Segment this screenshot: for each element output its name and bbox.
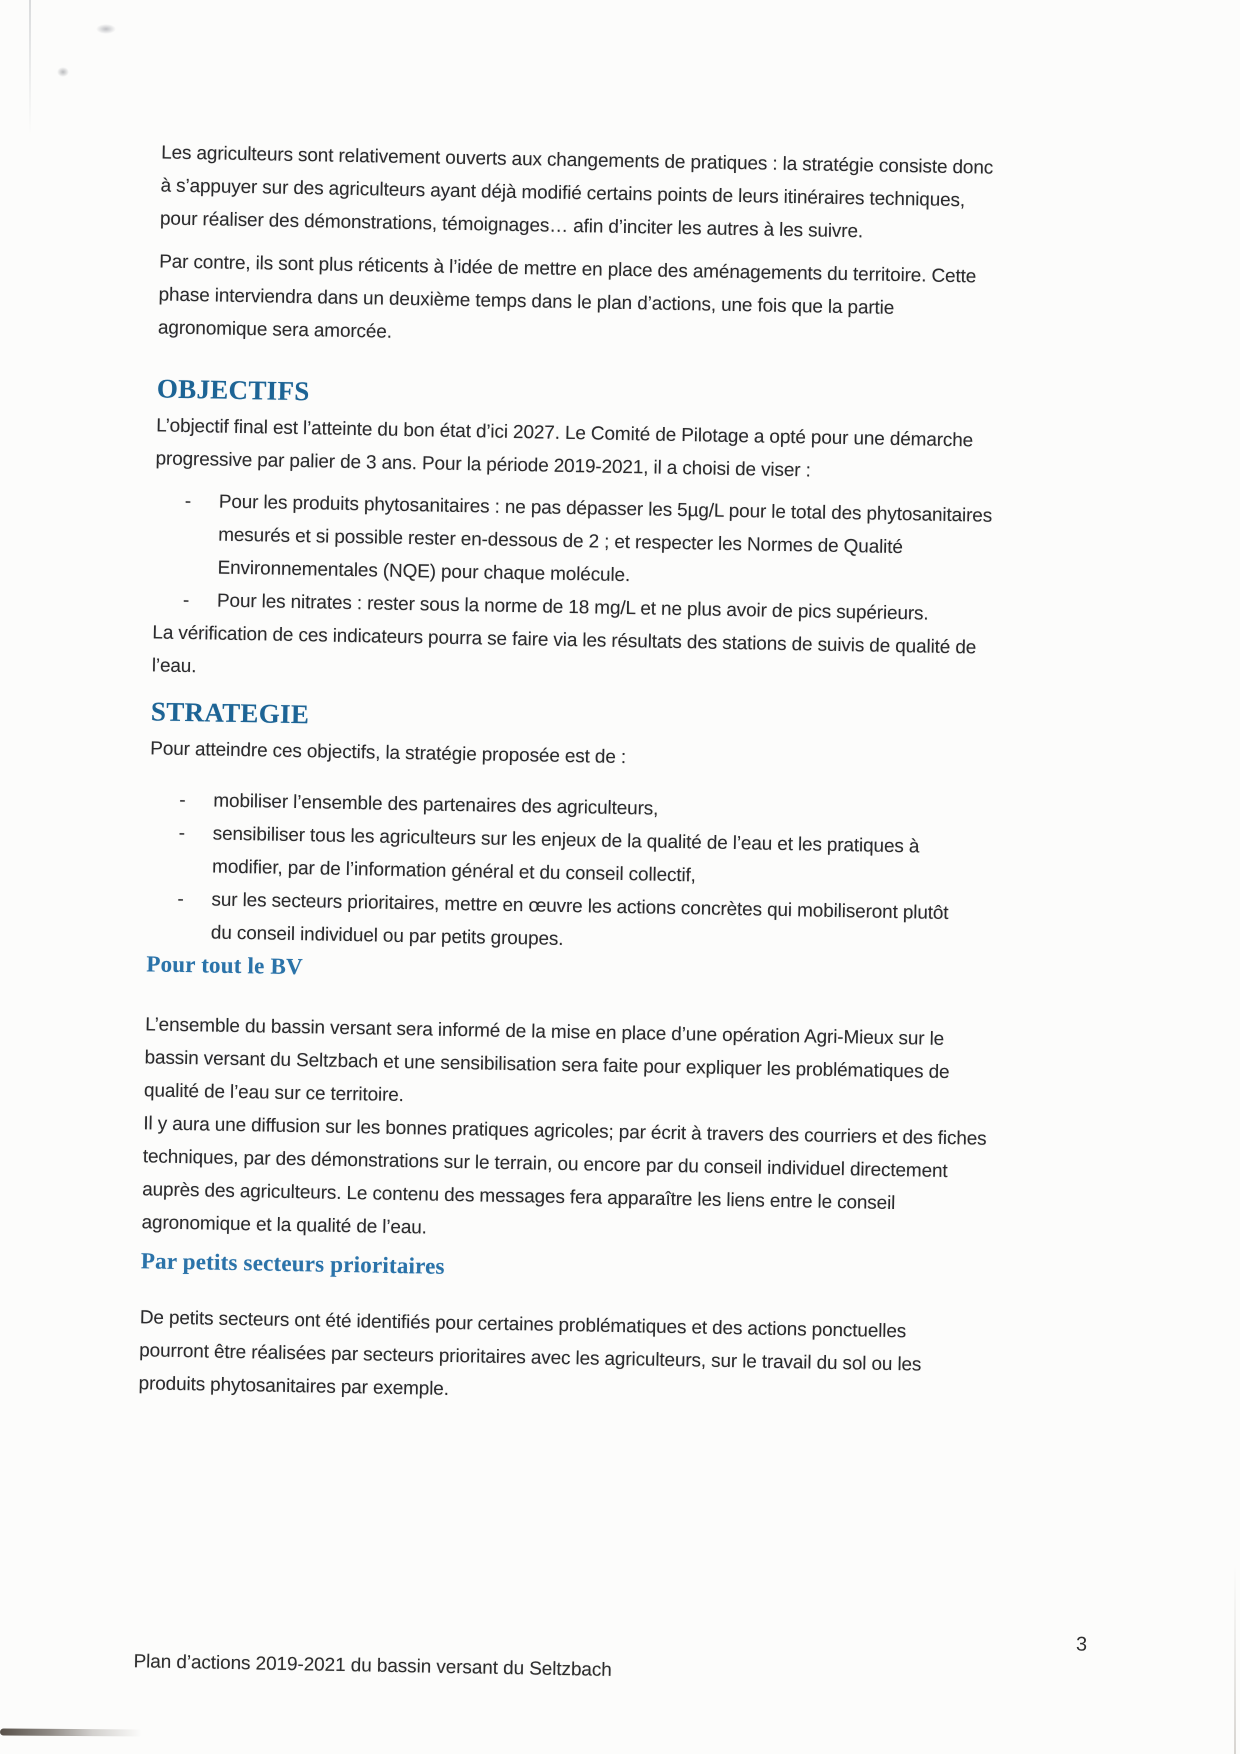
subsection-heading-pour-tout-le-bv: Pour tout le BV <box>146 951 304 980</box>
subsection-heading-par-petits-secteurs: Par petits secteurs prioritaires <box>140 1248 445 1279</box>
text-line: mesurés et si possible rester en-dessous de 2 ; et respecter les Normes de Qualité <box>218 524 903 559</box>
bullet-dash: - <box>177 888 184 911</box>
text-line: De petits secteurs ont été identifiés pour certaines problématiques et des actions ponctuelles <box>139 1307 907 1343</box>
bullet-dash: - <box>179 789 186 812</box>
text-line: Pour les produits phytosanitaires : ne pas dépasser les 5µg/L pour le total des phytosanitaires <box>218 491 993 527</box>
bullet-dash: - <box>184 490 192 513</box>
text-line: Environnementales (NQE) pour chaque molécule. <box>217 557 631 587</box>
text-line: phase interviendra dans un deuxième temps dans le plan d’actions, une fois que la partie <box>158 284 895 319</box>
paragraph-objectifs-intro <box>155 409 1014 491</box>
text-line: Par contre, ils sont plus réticents à l’idée de mettre en place des aménagements du territoire. Cette <box>159 251 977 288</box>
text-line: Il y aura une diffusion sur les bonnes pratiques agricoles; par écrit à travers des courriers et des fiches <box>143 1113 987 1150</box>
text-line: pourront être réalisées par secteurs prioritaires avec les agriculteurs, sur le travail du sol ou les <box>139 1340 922 1376</box>
scan-smudge-artifact <box>96 24 116 34</box>
paragraph-bv-1 <box>144 1008 1004 1123</box>
page-footer: Plan d’actions 2019-2021 du bassin versant du Seltzbach <box>133 1651 612 1681</box>
text-line: Pour les nitrates : rester sous la norme de 18 mg/L et ne plus avoir de pics supérieurs. <box>216 590 929 625</box>
strategie-bullet-list <box>147 783 1008 964</box>
text-line: modifier, par de l’information général et du conseil collectif, <box>211 856 696 887</box>
page-number: 3 <box>1075 1633 1088 1656</box>
text-line: du conseil individuel ou par petits groupes. <box>210 922 564 950</box>
text-line: bassin versant du Seltzbach et une sensibilisation sera faite pour expliquer les problématiques de <box>144 1047 950 1084</box>
text-line: l’eau. <box>151 655 197 678</box>
text-line: techniques, par des démonstrations sur le terrain, ou encore par du conseil individuel directement <box>142 1146 948 1183</box>
text-line: agronomique sera amorcée. <box>157 317 393 343</box>
objectifs-bullet-list <box>153 484 1013 632</box>
bullet-dash: - <box>182 589 190 612</box>
text-line: auprès des agriculteurs. Le contenu des messages fera apparaître les liens entre le conseil <box>141 1179 896 1215</box>
text-line: sur les secteurs prioritaires, mettre en œuvre les actions concrètes qui mobiliseront plutôt <box>211 889 949 925</box>
paragraph-bv-2 <box>141 1107 1001 1255</box>
scan-edge-line <box>29 0 31 135</box>
text-line: produits phytosanitaires par exemple. <box>138 1373 450 1400</box>
scan-edge-line <box>1234 1565 1236 1754</box>
text-line: qualité de l’eau sur ce territoire. <box>143 1080 404 1107</box>
list-item <box>153 484 1013 599</box>
section-heading-strategie: STRATEGIE <box>150 696 310 730</box>
paragraph-petits-secteurs <box>138 1301 998 1416</box>
text-line: Les agriculteurs sont relativement ouverts aux changements de pratiques : la stratégie consiste donc <box>160 142 994 179</box>
document-body <box>138 0 1022 1416</box>
section-heading-objectifs: OBJECTIFS <box>156 373 310 407</box>
paragraph-intro-1 <box>160 136 1020 251</box>
paragraph-intro-2 <box>158 245 1018 360</box>
text-line: mobiliser l’ensemble des partenaires des agriculteurs, <box>213 790 659 820</box>
text-line: progressive par palier de 3 ans. Pour la période 2019-2021, il a choisi de viser : <box>155 448 811 482</box>
scan-smudge-artifact <box>57 67 69 77</box>
text-line: La vérification de ces indicateurs pourra se faire via les résultats des stations de suivis de qualité de <box>152 622 977 659</box>
text-line: sensibiliser tous les agriculteurs sur les enjeux de la qualité de l’eau et les pratiques à <box>212 823 920 858</box>
scan-streak-artifact <box>0 1729 142 1737</box>
text-line: L’ensemble du bassin versant sera informé de la mise en place d’une opération Agri-Mieux sur le <box>145 1014 945 1050</box>
text-line: agronomique et la qualité de l’eau. <box>141 1212 427 1239</box>
text-line: pour réaliser des démonstrations, témoignages… afin d’inciter les autres à les suivre. <box>159 208 864 243</box>
bullet-dash: - <box>178 822 186 845</box>
text-line: à s’appuyer sur des agriculteurs ayant déjà modifié certains points de leurs itinéraires techniques, <box>160 175 966 212</box>
text-line: L’objectif final est l’atteinte du bon état d’ici 2027. Le Comité de Pilotage a opté pour une démarche <box>155 415 974 452</box>
text-line: Pour atteindre ces objectifs, la stratégie proposée est de : <box>150 738 627 769</box>
